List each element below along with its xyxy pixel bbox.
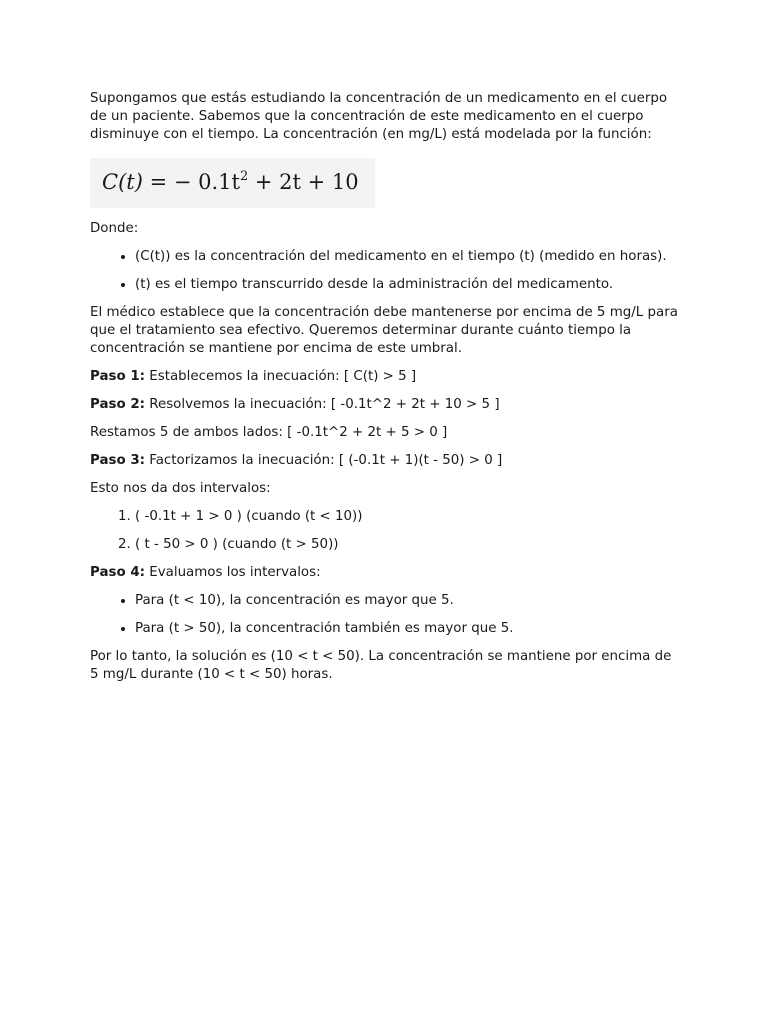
document-body: [90, 90, 680, 694]
conclusion-paragraph: Por lo tanto, la solución es (10 < t < 50). La concentración se mantiene por encima de 5 mg/L durante (10 < t < 50) horas.: [90, 649, 672, 682]
definitions-list: [90, 248, 680, 294]
paso-1-text: Establecemos la inecuación: [ C(t) > 5 ]: [145, 369, 417, 384]
formula-rest: + 2t + 10: [248, 170, 359, 194]
paso-4: [90, 564, 680, 582]
donde-label: Donde:: [90, 221, 139, 236]
paso-2-text: Resolvemos la inecuación: [ -0.1t^2 + 2t + 10 > 5 ]: [145, 397, 500, 412]
paso-3-label: Paso 3:: [90, 453, 145, 468]
formula-coef: − 0.1t: [173, 170, 240, 194]
formula-exponent: 2: [239, 169, 249, 184]
evaluacion-list: [90, 592, 680, 638]
paso-2-label: Paso 2:: [90, 397, 145, 412]
paso-1: [90, 368, 680, 386]
paso-3: [90, 452, 680, 470]
evaluacion-item: • Para (t > 50), la concentración también es mayor que 5.: [135, 620, 680, 638]
intervalo-item: 2. ( t - 50 > 0 ) (cuando (t > 50)): [135, 536, 680, 554]
paso-3-text: Factorizamos la inecuación: [ (-0.1t + 1)(t - 50) > 0 ]: [145, 453, 503, 468]
paso-2: [90, 396, 680, 414]
formula-block: [90, 158, 375, 208]
intro-paragraph: Supongamos que estás estudiando la concentración de un medicamento en el cuerpo de un paciente. Sabemos que la concentración de este medicamento en el cuerpo disminuye con el tiempo. La concentración (en mg/L) está modelada por la función:: [90, 91, 668, 142]
intervalos-list: [90, 508, 680, 554]
evaluacion-item: • Para (t < 10), la concentración es mayor que 5.: [135, 592, 680, 610]
definition-item: • (C(t)) es la concentración del medicamento en el tiempo (t) (medido en horas).: [135, 248, 680, 266]
restamos-paragraph: Restamos 5 de ambos lados: [ -0.1t^2 + 2t + 5 > 0 ]: [90, 425, 448, 440]
intervalo-item: 1. ( -0.1t + 1 > 0 ) (cuando (t < 10)): [135, 508, 680, 526]
intervalos-intro: Esto nos da dos intervalos:: [90, 481, 271, 496]
paso-4-label: Paso 4:: [90, 565, 145, 580]
formula-lhs: C(t) =: [102, 170, 174, 194]
definition-item: • (t) es el tiempo transcurrido desde la administración del medicamento.: [135, 276, 680, 294]
threshold-paragraph: El médico establece que la concentración debe mantenerse por encima de 5 mg/L para que el tratamiento sea efectivo. Queremos determinar durante cuánto tiempo la concentración se mantiene por encima de este umbral.: [90, 305, 678, 356]
paso-4-text: Evaluamos los intervalos:: [145, 565, 321, 580]
paso-1-label: Paso 1:: [90, 369, 145, 384]
